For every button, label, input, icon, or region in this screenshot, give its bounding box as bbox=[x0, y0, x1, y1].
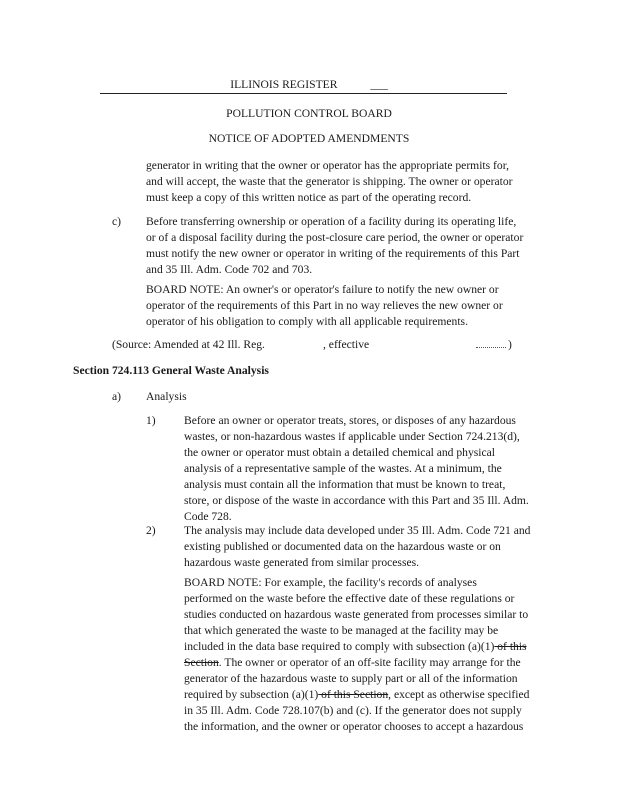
text-line: BOARD NOTE: An owner's or operator's failure to notify the new owner or bbox=[146, 283, 499, 296]
text-line: and 35 Ill. Adm. Code 702 and 703. bbox=[146, 263, 313, 276]
item-2-paragraph bbox=[184, 523, 564, 571]
register-mark: ___ bbox=[370, 78, 388, 91]
text-line: Before transferring ownership or operation of a facility during its operating life, bbox=[146, 215, 517, 228]
text-line: studies conducted on hazardous waste generated from processes similar to bbox=[184, 608, 529, 621]
source-blank bbox=[476, 347, 506, 348]
text-line: store, or dispose of the waste in accordance with this Part and 35 Ill. Adm. bbox=[184, 494, 529, 507]
text-line bbox=[184, 687, 574, 703]
item-1-label: 1) bbox=[146, 414, 156, 427]
item-c-label: c) bbox=[112, 215, 122, 228]
continuation-paragraph bbox=[146, 158, 546, 206]
text-line: or of a disposal facility during the post-closure care period, the owner or operator bbox=[146, 231, 524, 244]
text-line: analysis must contain all the information that must be known to treat, bbox=[184, 478, 506, 491]
text-line: existing published or documented data on the hazardous waste or on bbox=[184, 540, 501, 553]
item-2-label: 2) bbox=[146, 524, 156, 537]
text-line: the owner or operator must obtain a detailed chemical and physical bbox=[184, 446, 495, 459]
text-line: and will accept, the waste that the generator is shipping. The owner or operator bbox=[146, 175, 513, 188]
text-line: generator of the hazardous waste to supply part or all of the information bbox=[184, 672, 518, 685]
text-segment: required by subsection (a)(1) bbox=[184, 688, 319, 701]
register-header bbox=[0, 77, 618, 93]
struck-text: Section bbox=[184, 656, 219, 669]
struck-text: of this bbox=[494, 640, 527, 653]
text-line: performed on the waste before the effective date of these regulations or bbox=[184, 592, 515, 605]
item-a-label: a) bbox=[112, 390, 122, 403]
text-segment: included in the data base required to comply with subsection (a)(1) bbox=[184, 640, 495, 653]
text-line bbox=[184, 639, 574, 655]
text-line: generator in writing that the owner or operator has the appropriate permits for, bbox=[146, 159, 510, 172]
text-line: analysis of a representative sample of the wastes. At a minimum, the bbox=[184, 462, 502, 475]
header-rule bbox=[100, 93, 507, 94]
text-line: must notify the new owner or operator in writing of the requirements of this Part bbox=[146, 247, 520, 260]
text-line: the information, and the owner or operator chooses to accept a hazardous bbox=[184, 720, 524, 733]
text-line: that which generated the waste to be managed at the facility may be bbox=[184, 624, 499, 637]
text-line: must keep a copy of this written notice as part of the operating record. bbox=[146, 191, 472, 204]
text-line: in 35 Ill. Adm. Code 728.107(b) and (c). If the generator does not supply bbox=[184, 704, 522, 717]
board-name: POLLUTION CONTROL BOARD bbox=[226, 107, 392, 120]
text-line: Before an owner or operator treats, stores, or disposes of any hazardous bbox=[184, 414, 516, 427]
notice-title: NOTICE OF ADOPTED AMENDMENTS bbox=[208, 132, 410, 145]
source-prefix: (Source: Amended at 42 Ill. Reg. bbox=[112, 338, 265, 351]
text-line: Code 728. bbox=[184, 510, 232, 523]
source-effective: , effective bbox=[323, 338, 370, 351]
text-line: hazardous waste generated from similar processes. bbox=[184, 556, 420, 569]
item-1-paragraph bbox=[184, 413, 564, 525]
text-line: The analysis may include data developed under 35 Ill. Adm. Code 721 and bbox=[184, 524, 531, 537]
section-title: Section 724.113 General Waste Analysis bbox=[73, 364, 269, 377]
source-suffix: ) bbox=[508, 338, 512, 351]
board-note-2 bbox=[184, 575, 574, 735]
board-note-c bbox=[146, 282, 556, 330]
struck-text: of this Section bbox=[318, 688, 389, 701]
text-line: operator of his obligation to comply with all applicable requirements. bbox=[146, 315, 468, 328]
item-c-paragraph bbox=[146, 214, 556, 278]
text-line: BOARD NOTE: For example, the facility's records of analyses bbox=[184, 576, 477, 589]
text-line: operator of the requirements of this Part in no way relieves the new owner or bbox=[146, 299, 503, 312]
text-segment: . The owner or operator of an off-site facility may arrange for the bbox=[218, 656, 521, 669]
text-segment: , except as otherwise specified bbox=[388, 688, 530, 701]
item-a-heading: Analysis bbox=[146, 390, 187, 403]
text-line: wastes, or non-hazardous wastes if applicable under Section 724.213(d), bbox=[184, 430, 520, 443]
register-title: ILLINOIS REGISTER bbox=[230, 78, 338, 91]
text-line bbox=[184, 655, 574, 671]
